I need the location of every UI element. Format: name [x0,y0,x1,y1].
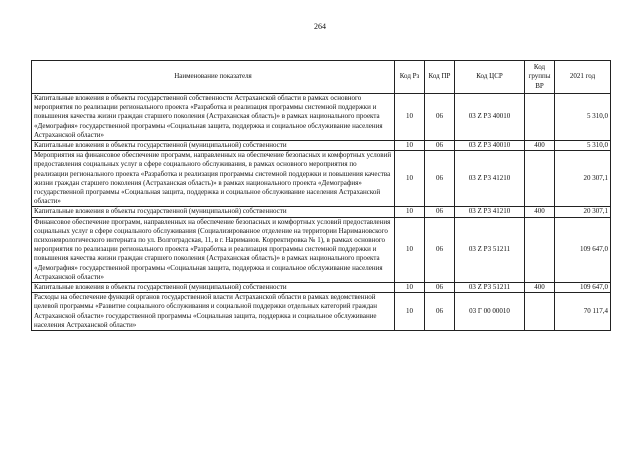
row-rz-code: 10 [395,293,425,331]
header-vr-code: Код группы ВР [525,61,555,94]
row-rz-code: 10 [395,141,425,151]
row-amount: 20 307,1 [555,207,611,217]
row-vr-code [525,217,555,282]
row-vr-code: 400 [525,141,555,151]
row-rz-code: 10 [395,151,425,207]
row-indicator-name: Капитальные вложения в объекты государственной (муниципальной) собственности [32,141,395,151]
row-pr-code: 06 [425,217,455,282]
row-pr-code: 06 [425,141,455,151]
header-csr-code: Код ЦСР [455,61,525,94]
row-csr-code: 03 Z P3 40010 [455,141,525,151]
row-pr-code: 06 [425,283,455,293]
row-amount: 109 647,0 [555,283,611,293]
row-indicator-name: Капитальные вложения в объекты государственной (муниципальной) собственности [32,283,395,293]
row-csr-code: 03 Z P3 51211 [455,217,525,282]
row-vr-code: 400 [525,207,555,217]
table-row [32,151,611,207]
header-indicator-name: Наименование показателя [32,61,395,94]
row-amount: 109 647,0 [555,217,611,282]
table-row [32,217,611,282]
row-indicator-name: Мероприятия на финансовое обеспечение программ, направленных на обеспечение безопасных и комфортных условий предоставления социальных услуг в сфере социального обслуживания, в рамках основного мероприятия по реализации регионального проекта «Разработка и реализация программы системной поддержки и повышения качества жизни граждан старшего поколения (Астраханская область)» в рамках национального проекта «Демография» государственной программы «Социальная защита, поддержка и социальное обслуживание населения Астраханской области» [32,151,395,207]
page-number: 264 [314,22,326,31]
row-amount: 5 310,0 [555,94,611,141]
row-amount: 5 310,0 [555,141,611,151]
row-csr-code: 03 Z P3 40010 [455,94,525,141]
row-rz-code: 10 [395,94,425,141]
table-row [32,94,611,141]
row-rz-code: 10 [395,283,425,293]
row-csr-code: 03 Z P3 41210 [455,207,525,217]
row-indicator-name: Капитальные вложения в объекты государственной (муниципальной) собственности [32,207,395,217]
row-amount: 70 117,4 [555,293,611,331]
row-vr-code [525,293,555,331]
row-pr-code: 06 [425,207,455,217]
row-pr-code: 06 [425,151,455,207]
budget-table [31,60,611,331]
row-indicator-name: Капитальные вложения в объекты государственной собственности Астраханской области в рамках основного мероприятия по реализации регионального проекта «Разработка и реализация программы системной поддержки и повышения качества жизни граждан старшего поколения (Астраханская область)» в рамках национального проекта «Демография» государственной программы «Социальная защита, поддержка и социальное обслуживание населения Астраханской области» [32,94,395,141]
row-rz-code: 10 [395,217,425,282]
row-csr-code: 03 Z P3 51211 [455,283,525,293]
row-vr-code: 400 [525,283,555,293]
header-rz-code: Код Рз [395,61,425,94]
row-amount: 20 307,1 [555,151,611,207]
row-rz-code: 10 [395,207,425,217]
table-row [32,207,611,217]
row-csr-code: 03 Z P3 41210 [455,151,525,207]
row-indicator-name: Финансовое обеспечение программ, направленных на обеспечение безопасных и комфортных условий предоставления социальных услуг в сфере социального обслуживания (Социализированное отделение на территории Наримановского психоневрологического интерната по ул. Волгоградская, 11, в г. Нариманов. Корректировка № 1), в рамках основного мероприятия по реализации регионального проекта «Разработка и реализация программы системной поддержки и повышения качества жизни граждан старшего поколения (Астраханская область)» в рамках национального проекта «Демография» государственной программы «Социальная защита, поддержка и социальное обслуживание населения Астраханской области» [32,217,395,282]
table-header-row [32,61,611,94]
header-year-2021: 2021 год [555,61,611,94]
row-vr-code [525,151,555,207]
table-row [32,141,611,151]
table-row [32,283,611,293]
row-pr-code: 06 [425,94,455,141]
table-row [32,293,611,331]
header-pr-code: Код ПР [425,61,455,94]
row-indicator-name: Расходы на обеспечение функций органов государственной власти Астраханской области в рамках ведомственной целевой программы «Развитие социального обслуживания и социальной поддержки отдельных категорий граждан Астраханской области» государственной программы «Социальная защита, поддержка и социальное обслуживание населения Астраханской области» [32,293,395,331]
row-pr-code: 06 [425,293,455,331]
row-csr-code: 03 Г 00 00010 [455,293,525,331]
row-vr-code [525,94,555,141]
